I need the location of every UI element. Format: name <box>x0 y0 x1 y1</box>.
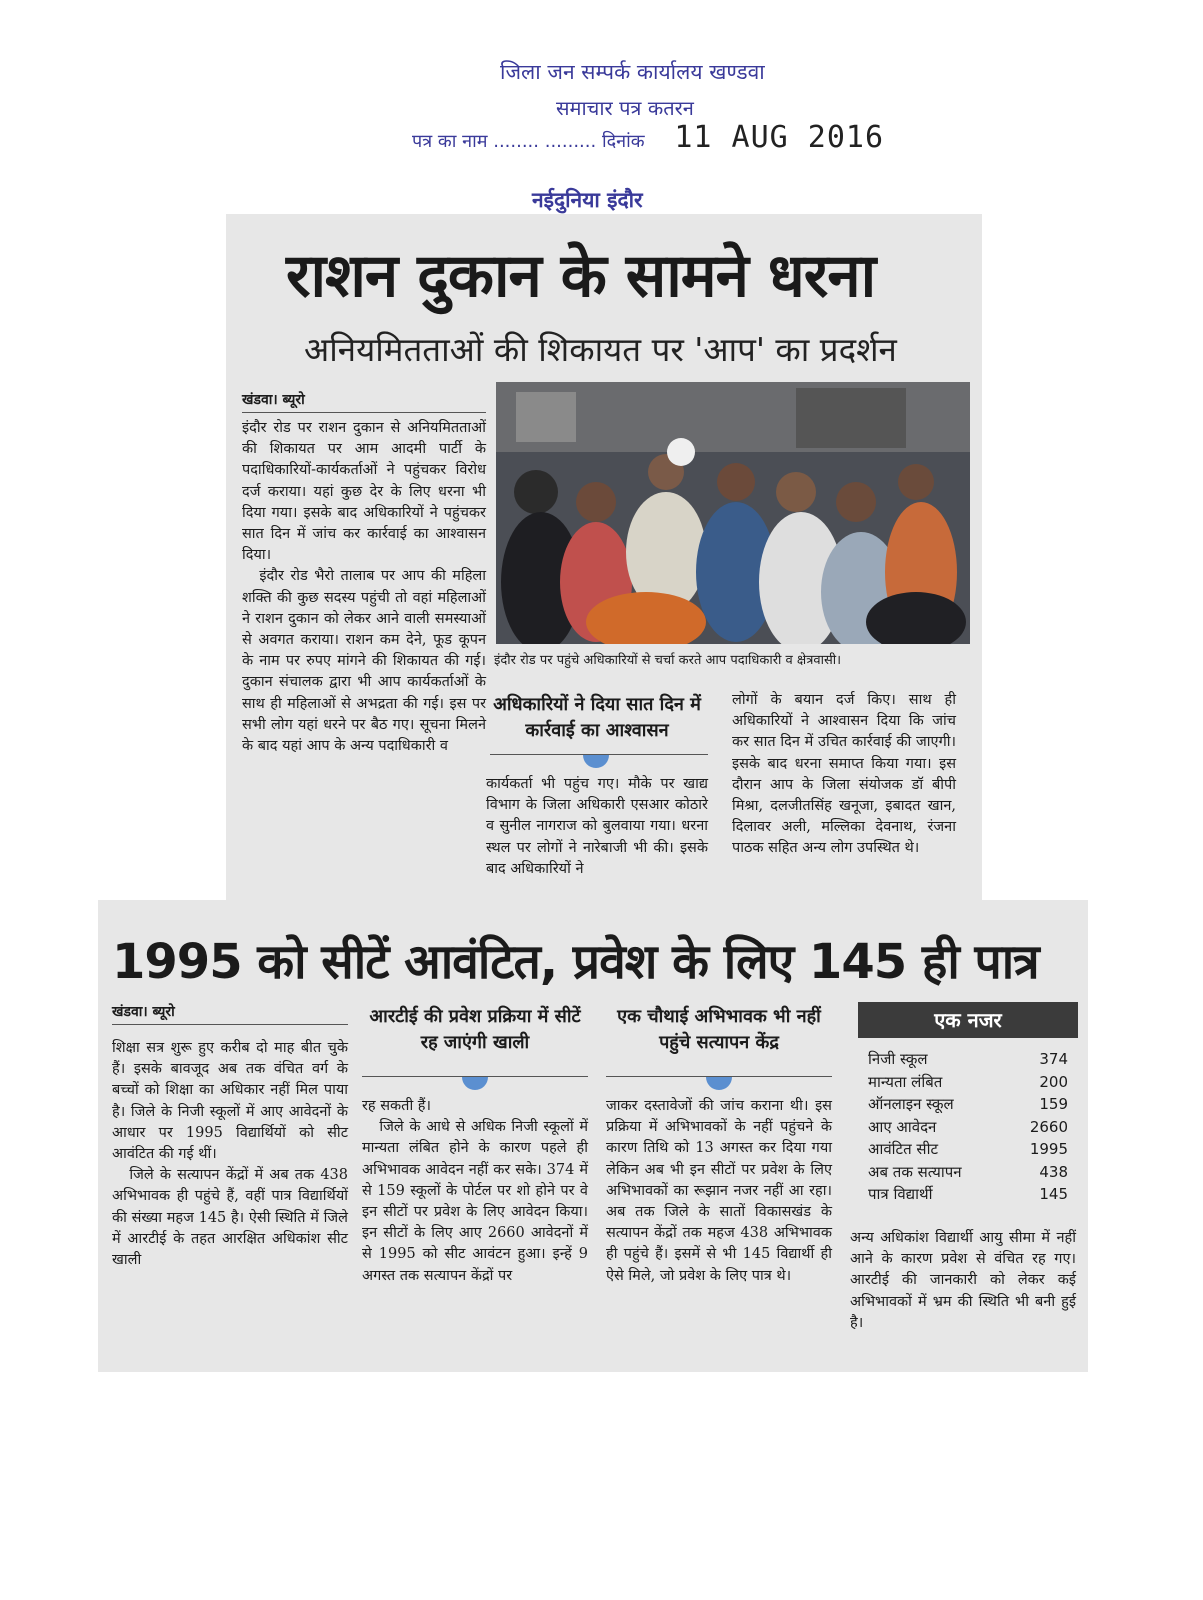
headline: राशन दुकान के सामने धरना <box>286 241 876 311</box>
fact-row <box>868 1093 1068 1116</box>
subhead: आरटीई की प्रवेश प्रक्रिया में सीटें रह जाएंगी खाली <box>369 1006 581 1053</box>
bullet-dot <box>462 1077 488 1090</box>
bullet-dot <box>706 1077 732 1090</box>
fact-value: 438 <box>1039 1162 1068 1181</box>
fact-label: मान्यता लंबित <box>868 1072 943 1091</box>
fact-box <box>868 1048 1068 1206</box>
fact-label: निजी स्कूल <box>868 1050 928 1068</box>
paragraph: इंदौर रोड पर राशन दुकान से अनियमितताओं की शिकायत पर आम आदमी पार्टी के पदाधिकारियों-कार्यकर्ताओं ने पहुंचकर विरोध दर्ज कराया। यहां कुछ देर के लिए धरना भी दिया गया। इसके बाद अधिकारियों ने पहुंचकर सात दिन में जांच कर कार्रवाई का आश्वासन दिया। <box>242 420 486 564</box>
paragraph: कार्यकर्ता भी पहुंच गए। मौके पर खाद्य विभाग के जिला अधिकारी एसआर कोठारे व सुनील नागराज को बुलवाया गया। धरना स्थल पर लोगों ने नारेबाजी भी की। इसके बाद अधिकारियों ने <box>486 776 708 877</box>
paragraph: जिले के सत्यापन केंद्रों में अब तक 438 अभिभावक ही पहुंचे हैं, वहीं पात्र विद्यार्थियों की संख्या महज 145 है। ऐसी स्थिति में जिले में आरटीई के तहत आरक्षित अधिकांश सीट खाली <box>112 1167 348 1269</box>
fact-label: अब तक सत्यापन <box>868 1162 962 1181</box>
stamp-date: 11 AUG 2016 <box>674 120 885 155</box>
news-clipping-rte <box>98 900 1088 1372</box>
article-column-1 <box>242 418 486 757</box>
dateline: खंडवा। ब्यूरो <box>242 392 305 408</box>
divider <box>242 412 486 413</box>
paragraph: जिले के आधे से अधिक निजी स्कूलों में मान्यता लंबित होने के कारण पहले ही अभिभावक आवेदन नहीं कर सके। 374 में से 159 स्कूलों के पोर्टल पर शो होने पर वे इन सीटों पर प्रवेश के लिए आवेदन किया। इन सीटों के लिए आए 2660 आवेदनों में से 1995 को सीट आवंटन हुआ। इन्हें 9 अगस्त तक सत्यापन केंद्रों पर <box>362 1119 588 1284</box>
subhead: एक चौथाई अभिभावक भी नहीं पहुंचे सत्यापन केंद्र <box>617 1006 821 1053</box>
fact-value: 374 <box>1039 1050 1068 1068</box>
subheadline: अनियमितताओं की शिकायत पर 'आप' का प्रदर्शन <box>304 330 897 369</box>
fact-row <box>868 1183 1068 1206</box>
fact-row <box>868 1048 1068 1071</box>
divider <box>112 1024 348 1025</box>
fact-label: ऑनलाइन स्कूल <box>868 1095 954 1113</box>
article-column-2 <box>486 774 708 880</box>
paragraph: लोगों के बयान दर्ज किए। साथ ही अधिकारियों ने आश्वासन दिया कि जांच कर सात दिन में उचित कार्रवाई की जाएगी। इसके बाद धरना समाप्त किया गया। इस दौरान आप के जिला संयोजक डॉ बीपी मिश्रा, दलजीतसिंह खनूजा, इबादत खान, दिलावर अली, मल्लिका देवनाथ, रंजना पाठक सहित अन्य लोग उपस्थित थे। <box>732 692 956 857</box>
dateline: खंडवा। ब्यूरो <box>112 1004 175 1020</box>
subhead: अधिकारियों ने दिया सात दिन में कार्रवाई का आश्वासन <box>493 694 701 741</box>
stamp-office: जिला जन सम्पर्क कार्यालय खण्डवा <box>500 60 765 84</box>
bullet-dot <box>583 755 609 768</box>
headline: 1995 को सीटें आवंटित, प्रवेश के लिए 145 ही पात्र <box>112 934 1039 990</box>
fact-row <box>868 1071 1068 1094</box>
paragraph: इंदौर रोड भैरो तालाब पर आप की महिला शक्ति की कुछ सदस्य पहुंची तो वहां महिलाओं ने राशन दुकान को लेकर आने वाली समस्याओं से अवगत कराया। राशन कम देने, फूड कूपन के नाम पर रुपए मांगने की शिकायत की गई। दुकान संचालक द्वारा भी आप कार्यकर्ताओं के साथ ही महिलाओं से अभद्रता की गई। इस पर सभी लोग यहां धरने पर बैठ गए। सूचना मिलने के बाद यहां आप के अन्य पदाधिकारी व <box>242 568 486 755</box>
fact-value: 145 <box>1039 1185 1068 1203</box>
stamp-paper-label: पत्र का नाम ........ ......... दिनांक <box>412 131 645 152</box>
stamp-title: समाचार पत्र कतरन <box>556 96 694 120</box>
paragraph: जाकर दस्तावेजों की जांच कराना थी। इस प्रक्रिया में अभिभावकों के नहीं पहुंचने के कारण तिथि को 13 अगस्त कर दिया गया लेकिन अब भी इन सीटों पर प्रवेश के लिए अभिभावकों का रूझान नजर नहीं आ रहा। अब तक जिले के सातों विकासखंड के सत्यापन केंद्रों तक महज 438 अभिभावक ही पहुंचे हैं। इसमें से भी 145 विद्यार्थी ही ऐसे मिले, जो प्रवेश के लिए पात्र थे। <box>606 1098 832 1284</box>
article-column-2 <box>362 1096 588 1287</box>
fact-row <box>868 1161 1068 1184</box>
fact-label: आवंटित सीट <box>868 1140 939 1158</box>
paragraph: रह सकती हैं। <box>362 1098 432 1114</box>
article-column-3 <box>606 1096 832 1287</box>
fact-label: पात्र विद्यार्थी <box>868 1185 933 1203</box>
fact-value: 200 <box>1039 1072 1068 1091</box>
article-column-3 <box>732 690 956 860</box>
news-photo <box>496 382 970 644</box>
fact-box-title: एक नजर <box>858 1002 1078 1038</box>
fact-row <box>868 1138 1068 1161</box>
fact-value: 1995 <box>1029 1140 1068 1158</box>
paragraph: अन्य अधिकांश विद्यार्थी आयु सीमा में नहीं आने के कारण प्रवेश से वंचित रह गए। आरटीई की जानकारी को लेकर कई अभिभावकों में भ्रम की स्थिति भी बनी हुई है। <box>850 1230 1076 1331</box>
paragraph: शिक्षा सत्र शुरू हुए करीब दो माह बीत चुके हैं। इसके बावजूद अब तक वंचित वर्ग के बच्चों को शिक्षा का अधिकार नहीं मिल पाया है। जिले के निजी स्कूलों में आए आवेदनों के आधार पर 1995 विद्यार्थियों को सीट आवंटित की गई थीं। <box>112 1040 348 1163</box>
stamp-paper-line <box>412 120 884 155</box>
article-column-1 <box>112 1038 348 1271</box>
fact-value: 159 <box>1039 1095 1068 1113</box>
article-column-4 <box>850 1228 1076 1334</box>
stamp-paper-name: नईदुनिया इंदौर <box>532 188 643 212</box>
fact-row <box>868 1116 1068 1139</box>
photo-caption: इंदौर रोड पर पहुंचे अधिकारियों से चर्चा करते आप पदाधिकारी व क्षेत्रवासी। <box>494 653 842 668</box>
news-clipping-dharna <box>226 214 982 920</box>
fact-value: 2660 <box>1029 1117 1068 1136</box>
fact-label: आए आवेदन <box>868 1117 937 1136</box>
